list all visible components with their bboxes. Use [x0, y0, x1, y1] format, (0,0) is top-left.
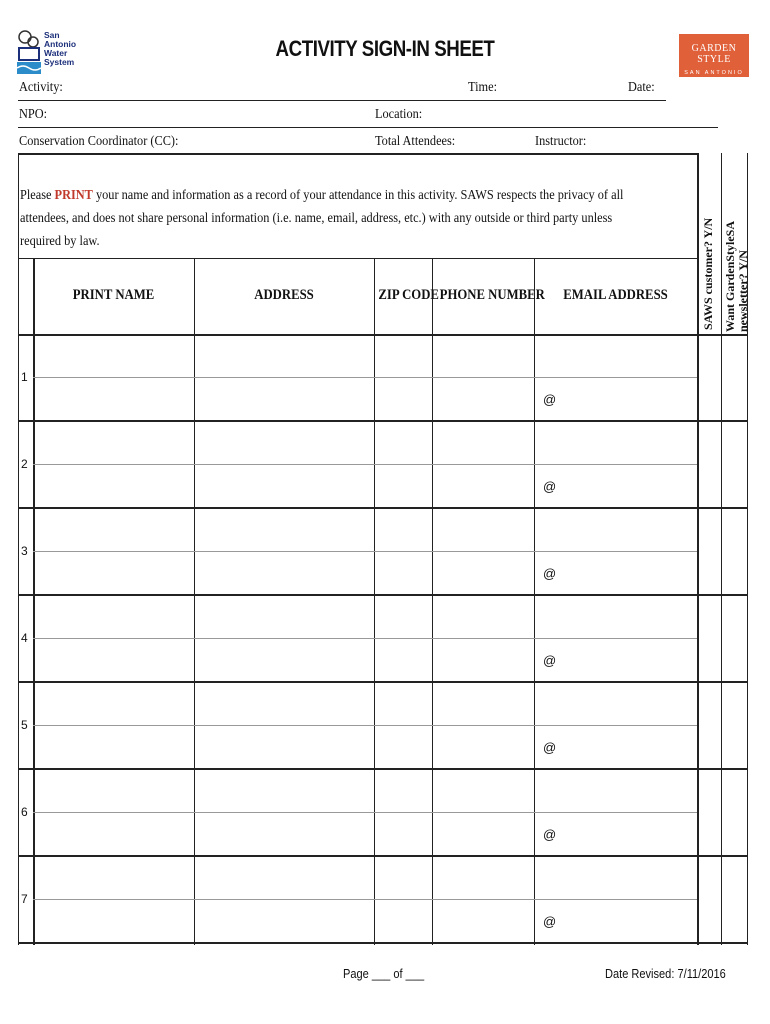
col-newsletter-line1: Want GardenStyleSA [723, 220, 737, 332]
row-number: 6 [21, 805, 28, 819]
location-label: Location: [375, 107, 423, 122]
email-at-sign: @ [543, 740, 557, 755]
row-midline [33, 464, 697, 465]
email-at-sign: @ [543, 827, 557, 842]
npo-label: NPO: [19, 107, 48, 122]
col-print-name: PRINT NAME [72, 287, 155, 303]
row-bottom-line [18, 594, 748, 596]
instructor-label: Instructor: [535, 134, 587, 149]
row-number: 7 [21, 892, 28, 906]
col-phone: PHONE NUMBER [439, 287, 545, 303]
row-midline [33, 899, 697, 900]
email-divider [697, 153, 699, 945]
npo-line [18, 127, 718, 128]
email-at-sign: @ [543, 479, 557, 494]
row-number: 4 [21, 631, 28, 645]
col-email: EMAIL ADDRESS [563, 287, 668, 303]
row-midline [33, 638, 697, 639]
row-bottom-line [18, 681, 748, 683]
col-newsletter-line2: newsletter? Y/N [736, 250, 750, 332]
zip-divider [432, 258, 433, 945]
gardenstyle-logo [679, 34, 749, 77]
page-title: ACTIVITY SIGN-IN SHEET [275, 36, 495, 61]
activity-label: Activity: [19, 80, 63, 95]
row-number: 2 [21, 457, 28, 471]
row-bottom-line [18, 420, 748, 422]
row-bottom-line [18, 507, 748, 509]
email-at-sign: @ [543, 653, 557, 668]
row-number: 5 [21, 718, 28, 732]
row-midline [33, 812, 697, 813]
email-at-sign: @ [543, 392, 557, 407]
print-emphasis: PRINT [54, 188, 93, 203]
gardenstyle-line2: SAN ANTONIO [684, 70, 744, 76]
time-label: Time: [468, 80, 497, 95]
saws-wordmark: San Antonio Water System [44, 30, 77, 67]
table-top-line [18, 258, 698, 259]
email-at-sign: @ [543, 914, 557, 929]
privacy-notice: Please PRINT your name and information as a record of your attendance in this activity. SAWS respects the privacy of all attendees, and does not share personal information (i.e. name, email, address, etc.) with any outside or third party unless required by law. [20, 188, 624, 249]
col-saws-customer: SAWS customer? Y/N [701, 217, 715, 330]
row-bottom-line [18, 768, 748, 770]
address-divider [374, 258, 375, 945]
name-divider [194, 258, 195, 945]
total-attendees-label: Total Attendees: [375, 134, 456, 149]
activity-line [18, 100, 666, 101]
row-number: 1 [21, 370, 28, 384]
col-address: ADDRESS [254, 287, 314, 303]
gardenstyle-line1: GARDEN STYLE [691, 43, 737, 65]
header-bottom-line [18, 334, 748, 336]
saws-divider [721, 153, 722, 945]
phone-divider [534, 258, 535, 945]
coordinator-line [18, 153, 698, 155]
row-midline [33, 377, 697, 378]
col-zip: ZIP CODE [378, 287, 439, 303]
date-label: Date: [628, 80, 655, 95]
row-bottom-line [18, 855, 748, 857]
row-bottom-line [18, 942, 748, 944]
date-revised: Date Revised: 7/11/2016 [605, 966, 726, 981]
row-midline [33, 551, 697, 552]
rownum-divider [33, 258, 35, 945]
table-left-border [18, 153, 19, 945]
row-number: 3 [21, 544, 28, 558]
coordinator-label: Conservation Coordinator (CC): [19, 134, 179, 149]
saws-emblem-icon [16, 28, 42, 76]
row-midline [33, 725, 697, 726]
email-at-sign: @ [543, 566, 557, 581]
page-counter: Page ___ of ___ [343, 966, 425, 981]
